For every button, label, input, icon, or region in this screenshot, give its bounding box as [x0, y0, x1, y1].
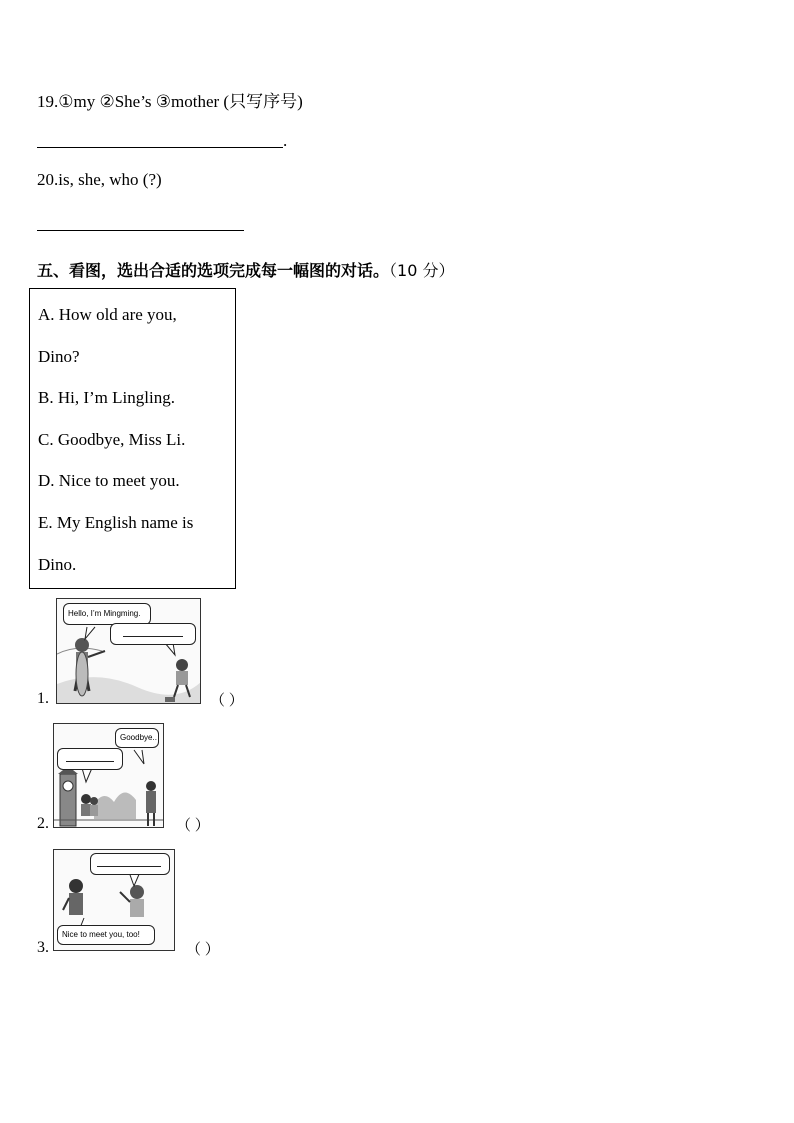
question-text: ①my ②She’s ③mother (只写序号) [58, 92, 303, 111]
question-text: is, she, who (?) [58, 170, 162, 189]
speech-bubble-3b: Nice to meet you, too! [57, 925, 155, 945]
picture-1 [56, 598, 201, 704]
picture-2 [53, 723, 164, 828]
speech-bubble-1a: Hello, I’m Mingming. [63, 603, 151, 625]
option-e-line1: E. My English name is [38, 513, 194, 532]
answer-paren-1[interactable]: （ ） [210, 693, 244, 709]
bubble-blank-line[interactable] [123, 636, 183, 637]
speech-bubble-3a [90, 853, 170, 875]
question-19 [37, 87, 303, 112]
section-heading [37, 258, 454, 281]
option-e-line2: Dino. [38, 555, 77, 574]
answer-line-period: . [283, 131, 288, 150]
options-box [29, 288, 236, 589]
option-d: D. Nice to meet you. [38, 471, 180, 490]
speech-bubble-2b [57, 748, 123, 770]
picture-3 [53, 849, 175, 951]
picture-label-1: 1. [37, 690, 49, 707]
picture-label-2: 2. [37, 815, 49, 832]
section-title: 五、看图，选出合适的选项完成每一幅图的对话。 [37, 261, 390, 280]
speech-bubble-1b [110, 623, 196, 645]
bubble-blank-line[interactable] [97, 866, 161, 867]
question-number: 20. [37, 170, 59, 189]
question-number: 19. [37, 92, 59, 111]
option-a-line1: A. How old are you, [38, 305, 177, 324]
question-20 [37, 170, 162, 190]
bubble-blank-line[interactable] [66, 761, 114, 762]
answer-paren-3[interactable]: （ ） [186, 942, 220, 958]
option-a-line2: Dino? [38, 347, 80, 366]
picture-label-3: 3. [37, 939, 49, 956]
section-score: （10 分） [389, 261, 455, 280]
answer-line-20[interactable] [37, 230, 244, 231]
speech-bubble-2a: Goodbye.. [115, 728, 159, 748]
answer-line-19[interactable] [37, 147, 283, 148]
answer-paren-2[interactable]: （ ） [176, 818, 210, 834]
option-b: B. Hi, I’m Lingling. [38, 388, 175, 407]
option-c: C. Goodbye, Miss Li. [38, 430, 186, 449]
